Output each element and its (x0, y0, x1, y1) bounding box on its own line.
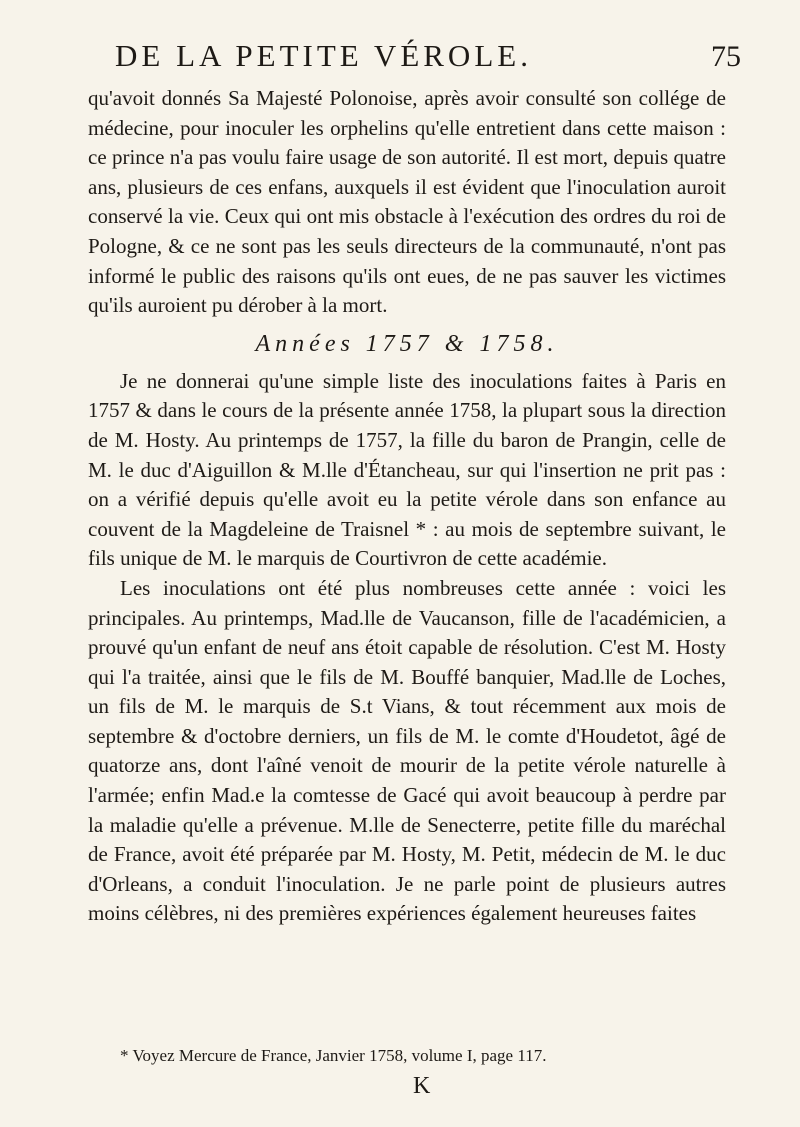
running-title: DE LA PETITE VÉROLE. (115, 38, 532, 73)
main-text (88, 84, 726, 929)
page-number: 75 (711, 40, 741, 73)
section-heading: Années 1757 & 1758. (255, 330, 559, 357)
footnote: * Voyez Mercure de France, Janvier 1758, volume I, page 117. (120, 1046, 547, 1065)
signature-mark: K (413, 1073, 431, 1099)
paragraph-inoculation-list: Je ne donnerai qu'une simple liste des inoculations faites à Paris en 1757 & dans le cours de la présente année 1758, la plupart sous la direction de M. Hosty. Au printemps de 1757, la fille du baron de Prangin, celle de M. le duc d'Aiguillon & M.lle d'Étancheau, sur qui l'insertion ne prit pas : on a vérifié depuis qu'elle avoit eu la petite vérole dans son enfance au couvent de la Magdeleine de Traisnel * : au mois de septembre suivant, le fils unique de M. le marquis de Courtivron de cette académie. (88, 368, 726, 571)
paragraph-continuation: qu'avoit donnés Sa Majesté Polonoise, après avoir consulté son collége de médecine, pour inoculer les orphelins qu'elle entretient dans cette maison : ce prince n'a pas voulu faire usage de son autorité. Il est mort, depuis quatre ans, plusieurs de ces enfans, auxquels il est évident que l'inoculation auroit conservé la vie. Ceux qui ont mis obstacle à l'exécution des ordres du roi de Pologne, & ce ne sont pas les seuls directeurs de la communauté, n'ont pas informé le public des raisons qu'ils ont eues, de ne pas sauver les victimes qu'ils auroient pu dérober à la mort. (88, 86, 726, 318)
paragraph-this-year: Les inoculations ont été plus nombreuses cette année : voici les principales. Au printemps, Mad.lle de Vaucanson, fille de l'académicien, a prouvé qu'un enfant de neuf ans étoit capable de résolution. C'est M. Hosty qui l'a traitée, ainsi que le fils de M. Bouffé banquier, Mad.lle de Loches, un fils de M. le marquis de S.t Vians, & tout récemment aux mois de septembre & d'octobre derniers, un fils de M. le comte d'Houdetot, âgé de quatorze ans, dont l'aîné venoit de mourir de la petite vérole naturelle à l'armée; enfin Mad.e la comtesse de Gacé qui avoit beaucoup à perdre par la maladie qu'elle a prévenue. M.lle de Senecterre, petite fille du maréchal de France, avoit été préparée par M. Hosty, M. Petit, médecin de M. le duc d'Orleans, a conduit l'inoculation. Je ne parle point de plusieurs autres moins célèbres, ni des premières expériences également heureuses faites (88, 575, 726, 926)
